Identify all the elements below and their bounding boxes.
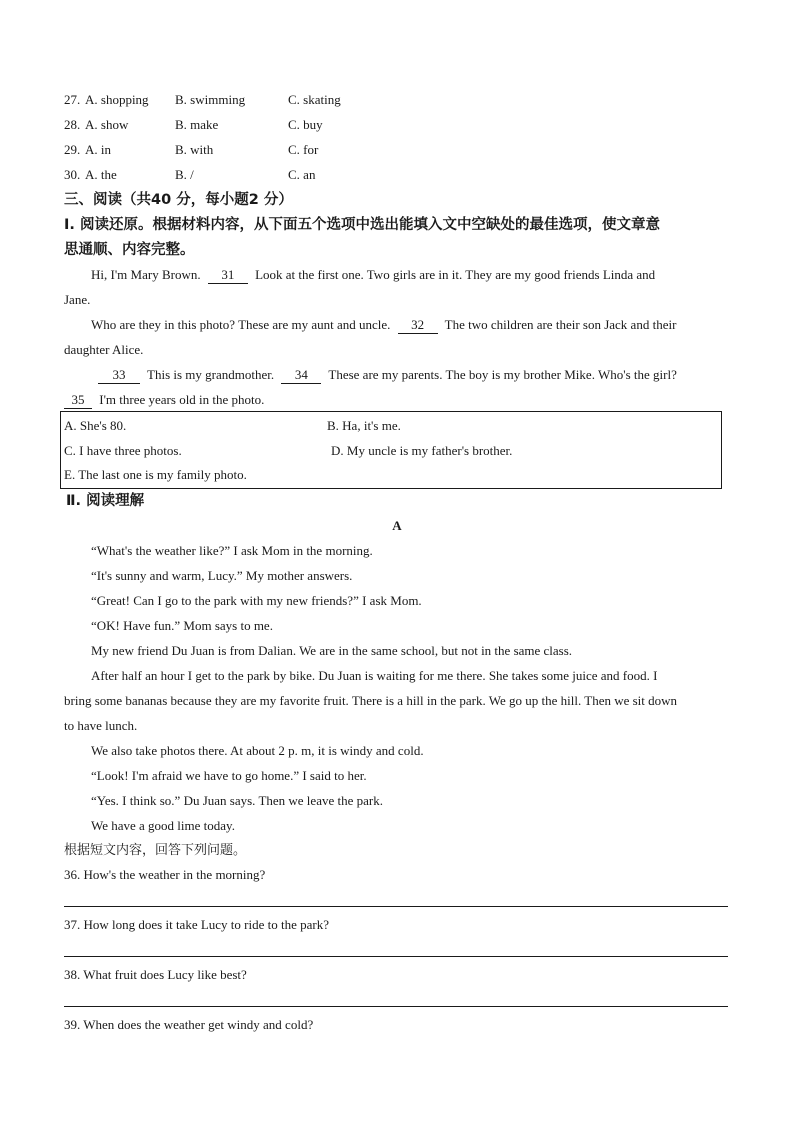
part2-title: Ⅱ. 阅读理解 <box>66 493 145 509</box>
passage-text: Look at the first one. Two girls are in it. They are my good friends Linda and <box>255 267 656 282</box>
option-b: B. with <box>175 142 214 157</box>
option-c: C. skating <box>288 92 341 107</box>
blank-31: 31 <box>208 267 248 284</box>
option-d-text: D. My uncle is my father's brother. <box>331 443 513 458</box>
passage-label: A <box>392 518 402 533</box>
option-b-text: B. Ha, it's me. <box>327 418 401 433</box>
passageA-line: We have a good lime today. <box>91 818 235 833</box>
passageA-line: “OK! Have fun.” Mom says to me. <box>91 618 273 633</box>
passage-text: Hi, I'm Mary Brown. <box>91 267 201 282</box>
passage-text: I'm three years old in the photo. <box>99 392 265 407</box>
passage-text: The two children are their son Jack and their <box>444 317 677 332</box>
blank-33: 33 <box>98 367 140 384</box>
option-e-text: E. The last one is my family photo. <box>64 467 247 482</box>
passageA-line: to have lunch. <box>64 718 138 733</box>
passage-text: These are my parents. The boy is my brother Mike. Who's the girl? <box>328 367 677 382</box>
passageA-line: bring some bananas because they are my favorite fruit. There is a hill in the park. We go up the hill. Then we sit down <box>64 693 678 708</box>
option-a: A. the <box>85 167 117 182</box>
passage-text: This is my grandmother. <box>147 367 275 382</box>
answer-line-37[interactable] <box>64 956 728 957</box>
choice-num: 28. <box>64 117 81 132</box>
option-c: C. for <box>288 142 319 157</box>
option-c-text: C. I have three photos. <box>64 443 182 458</box>
passageA-line: My new friend Du Juan is from Dalian. We are in the same school, but not in the same class. <box>91 643 573 658</box>
blank-32: 32 <box>398 317 438 334</box>
blank-34: 34 <box>281 367 321 384</box>
passageA-line: We also take photos there. At about 2 p. m, it is windy and cold. <box>91 743 424 758</box>
section-title: 三、阅读（共40 分，每小题2 分） <box>64 192 293 208</box>
passage1-line6 <box>64 392 264 409</box>
blank-35: 35 <box>64 392 92 409</box>
passageA-line: “What's the weather like?” I ask Mom in the morning. <box>91 543 373 558</box>
passage-text: Who are they in this photo? These are my aunt and uncle. <box>91 317 391 332</box>
passage1-line3 <box>91 317 676 334</box>
answer-line-36[interactable] <box>64 906 728 907</box>
questions-instruction: 根据短文内容，回答下列问题。 <box>64 843 247 858</box>
passageA-line: “Yes. I think so.” Du Juan says. Then we leave the park. <box>91 793 383 808</box>
passageA-line: “Look! I'm afraid we have to go home.” I said to her. <box>91 768 367 783</box>
choice-num: 29. <box>64 142 81 157</box>
part1-instruction-line2: 思通顺、内容完整。 <box>64 242 195 258</box>
option-a: A. in <box>85 142 111 157</box>
passage1-line4: daughter Alice. <box>64 342 144 357</box>
option-a: A. shopping <box>85 92 149 107</box>
choice-num: 27. <box>64 92 81 107</box>
passageA-line: “Great! Can I go to the park with my new friends?” I ask Mom. <box>91 593 422 608</box>
option-a: A. show <box>85 117 129 132</box>
option-b: B. make <box>175 117 219 132</box>
question-37: 37. How long does it take Lucy to ride to the park? <box>64 917 329 932</box>
question-39: 39. When does the weather get windy and cold? <box>64 1017 314 1032</box>
question-38: 38. What fruit does Lucy like best? <box>64 967 247 982</box>
option-c: C. buy <box>288 117 323 132</box>
option-b: B. swimming <box>175 92 246 107</box>
passageA-line: “It's sunny and warm, Lucy.” My mother answers. <box>91 568 353 583</box>
option-b: B. / <box>175 167 194 182</box>
passage1-line1 <box>91 267 655 284</box>
passage1-line2: Jane. <box>64 292 91 307</box>
option-c: C. an <box>288 167 316 182</box>
passageA-line: After half an hour I get to the park by bike. Du Juan is waiting for me there. She takes some juice and food. I <box>91 668 658 683</box>
question-36: 36. How's the weather in the morning? <box>64 867 266 882</box>
passage1-line5 <box>98 367 677 384</box>
choice-num: 30. <box>64 167 81 182</box>
option-a-text: A. She's 80. <box>64 418 127 433</box>
answer-line-38[interactable] <box>64 1006 728 1007</box>
part1-instruction-line1: I. 阅读还原。根据材料内容，从下面五个选项中选出能填入文中空缺处的最佳选项，使文章意 <box>64 217 660 233</box>
